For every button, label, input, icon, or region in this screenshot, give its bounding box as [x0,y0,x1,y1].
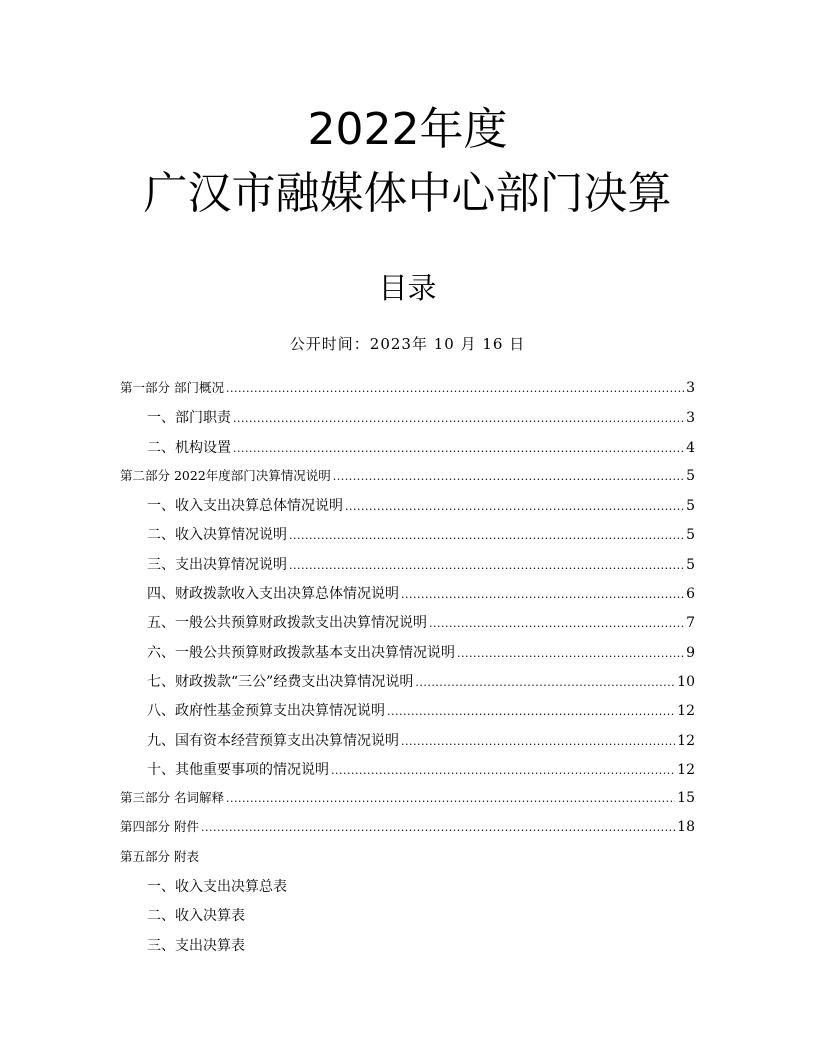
toc-leader-dots [333,470,684,483]
toc-entry-page: 7 [686,615,695,632]
toc-entry[interactable] [120,642,695,671]
toc-entry-page: 10 [677,673,695,690]
toc-leader-dots [233,412,684,425]
toc-entry[interactable] [120,700,695,729]
toc-entry-label: 第四部分 附件 [120,819,199,835]
toc-entry-page: 12 [677,732,695,749]
toc-entry-label: 第二部分 2022年度部门决算情况说明 [120,467,331,483]
toc-entry[interactable] [120,612,695,641]
toc-leader-dots [233,442,684,455]
toc-leader-dots [345,500,684,513]
toc-entry[interactable] [120,378,695,407]
toc-entry-label: 三、支出决算情况说明 [147,556,287,573]
toc-leader-dots [226,792,675,805]
toc-entry[interactable] [120,437,695,466]
toc-entry[interactable] [120,788,695,817]
toc-entry-label: 三、支出决算表 [147,937,245,954]
toc-entry-label: 第三部分 名词解释 [120,790,224,806]
toc-entry-page: 5 [686,527,695,544]
toc-entry-page: 12 [677,761,695,778]
toc-entry-label: 二、机构设置 [147,439,231,456]
toc-entry-label: 七、财政拨款“三公”经费支出决算情况说明 [147,673,414,690]
toc-entry-page: 3 [686,380,695,396]
toc-leader-dots [401,735,675,748]
toc-entry-page: 5 [686,498,695,515]
toc-entry[interactable] [120,466,695,495]
toc-leader-dots [226,382,684,395]
toc-entry[interactable] [120,495,695,524]
toc-entry-label: 一、部门职责 [147,410,231,427]
publish-date: 公开时间：2023年 10 月 16 日 [289,335,526,353]
toc-entry[interactable] [120,407,695,436]
toc-entry[interactable] [120,876,695,905]
toc-entry-label: 二、收入决算情况说明 [147,527,287,544]
toc-entry-page: 6 [686,586,695,603]
toc-entry-page: 3 [686,410,695,427]
toc-leader-dots [429,617,684,630]
toc-entry[interactable] [120,759,695,788]
toc-entry-label: 八、政府性基金预算支出决算情况说明 [147,703,385,720]
toc-leader-dots [289,529,684,542]
toc-entry-label: 二、收入决算表 [147,908,245,925]
toc-entry-page: 18 [677,819,695,836]
toc-entry-label: 第五部分 附表 [120,848,199,864]
toc-entry-label: 一、收入支出决算总表 [147,879,287,896]
toc-entry-label: 九、国有资本经营预算支出决算情况说明 [147,732,399,749]
toc-entry[interactable] [120,847,695,876]
toc-leader-dots [387,705,675,718]
toc-entry[interactable] [120,554,695,583]
toc-entry-page: 9 [686,644,695,661]
toc-entry[interactable] [120,817,695,846]
toc-heading: 目录 [378,271,437,305]
toc-leader-dots [415,676,675,689]
toc-entry-label: 第一部分 部门概况 [120,380,224,395]
toc-entry-page: 5 [686,467,695,484]
toc-entry[interactable] [120,671,695,700]
toc-entry-page: 4 [686,439,695,456]
toc-entry-label: 四、财政拨款收入支出决算总体情况说明 [147,586,399,603]
toc-entry-page: 12 [677,703,695,720]
toc-leader-dots [201,821,675,834]
toc-entry[interactable] [120,905,695,934]
toc-leader-dots [401,588,684,601]
toc-entry[interactable] [120,730,695,759]
toc-entry[interactable] [120,935,695,964]
toc-leader-dots [457,647,684,660]
toc-entry-label: 五、一般公共预算财政拨款支出决算情况说明 [147,615,427,632]
toc-leader-dots [289,559,684,572]
toc-entry-page: 5 [686,556,695,573]
toc-entry-label: 一、收入支出决算总体情况说明 [147,498,343,515]
document-title-year: 2022年度 [307,104,508,155]
document-title: 广汉市融媒体中心部门决算 [143,168,672,219]
toc-entry-label: 十、其他重要事项的情况说明 [147,761,329,778]
toc-entry[interactable] [120,524,695,553]
toc-entry-page: 15 [677,790,695,807]
toc-entry-label: 六、一般公共预算财政拨款基本支出决算情况说明 [147,644,455,661]
toc-leader-dots [331,764,675,777]
toc-entry[interactable] [120,583,695,612]
table-of-contents [120,378,695,964]
